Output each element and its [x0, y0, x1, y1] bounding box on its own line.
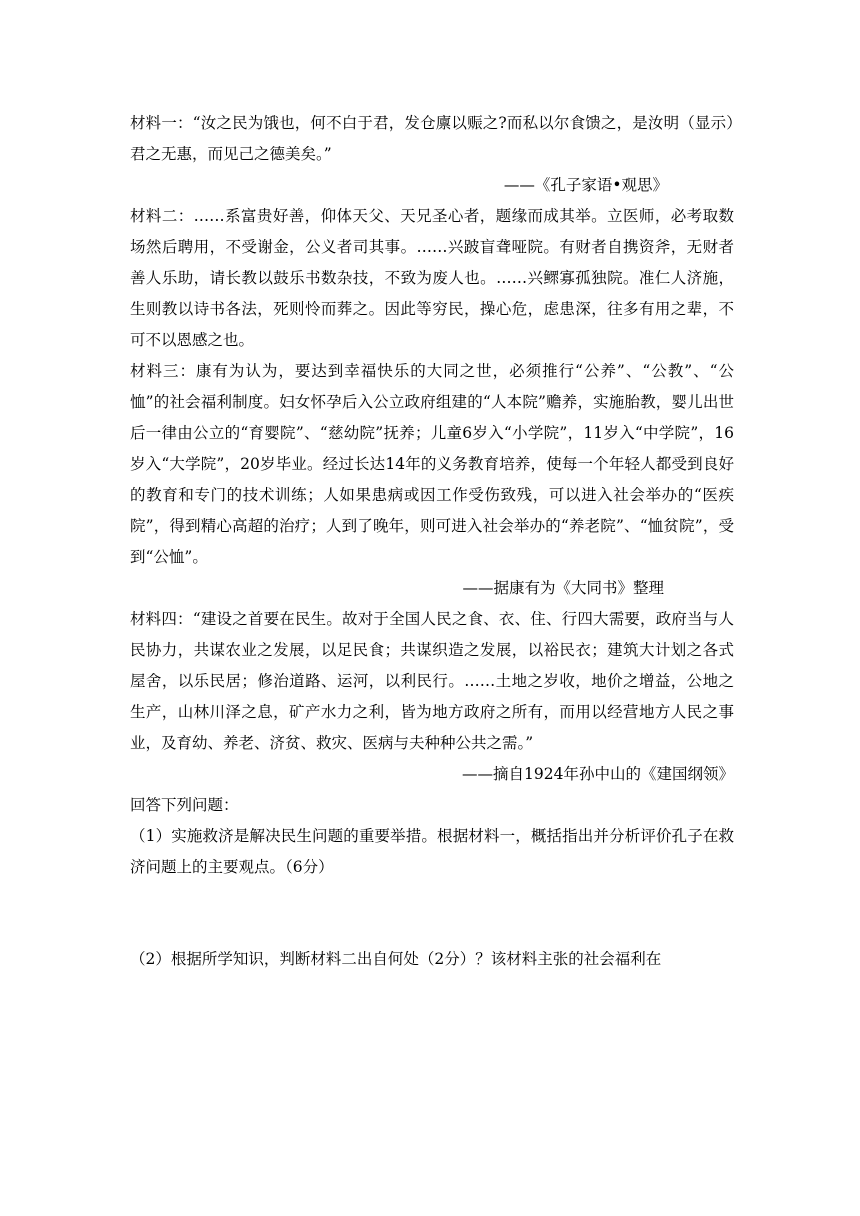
material-2-text: 材料二：……系富贵好善，仰体天父、天兄圣心者，题缘而成其举。立医师，必考取数场然后聘用，不受谢金，公义者司其事。……兴跛盲聋哑院。有财者自携资斧，无财者善人乐助，请长教以鼓乐书数杂技，不致为废人也。……兴鳏寡孤独院。准仁人济施，生则教以诗书各法，死则怜而葬之。因此等穷民，操心危，虑患深，往多有用之辈，不可不以恩感之也。 — [130, 207, 734, 349]
material-1-source: ——《孔子家语•观思》 — [503, 176, 668, 194]
question-1: （1）实施救济是解决民生问题的重要举措。根据材料一，概括指出并分析评价孔子在救济问题上的主要观点。（6分） — [130, 827, 734, 876]
material-3-source: ——据康有为《大同书》整理 — [462, 579, 664, 597]
material-4-source: ——摘自1924年孙中山的《建国纲领》 — [462, 765, 734, 783]
material-1-text: 材料一：“汝之民为饿也，何不白于君，发仓廪以赈之?而私以尔食馈之，是汝明（显示）君之无惠，而见己之德美矣。” — [130, 114, 734, 163]
question-2: （2）根据所学知识，判断材料二出自何处（2分）？该材料主张的社会福利在 — [130, 950, 662, 968]
answer-prompt: 回答下列问题： — [130, 796, 239, 814]
document-body — [130, 108, 734, 975]
material-3-text: 材料三：康有为认为，要达到幸福快乐的大同之世，必须推行“公养”、“公教”、“公恤”的社会福利制度。妇女怀孕后入公立政府组建的“人本院”赡养，实施胎教，婴儿出世后一律由公立的“育婴院”、“慈幼院”抚养；儿童6岁入“小学院”，11岁入“中学院”，16岁入“大学院”，20岁毕业。经过长达14年的义务教育培养，使每一个年轻人都受到良好的教育和专门的技术训练；人如果患病或因工作受伤致残，可以进入社会举办的“医疾院”，得到精心高超的治疗；人到了晚年，则可进入社会举办的“养老院”、“恤贫院”，受到“公恤”。 — [130, 362, 734, 566]
material-4-text: 材料四：“建设之首要在民生。故对于全国人民之食、衣、住、行四大需要，政府当与人民协力，共谋农业之发展，以足民食；共谋织造之发展，以裕民衣；建筑大计划之各式屋舍，以乐民居；修治道路、运河，以利民行。……土地之岁收，地价之增益，公地之生产，山林川泽之息，矿产水力之利，皆为地方政府之所有，而用以经营地方人民之事业，及育幼、养老、济贫、救灾、医病与夫种种公共之需。” — [130, 610, 734, 752]
